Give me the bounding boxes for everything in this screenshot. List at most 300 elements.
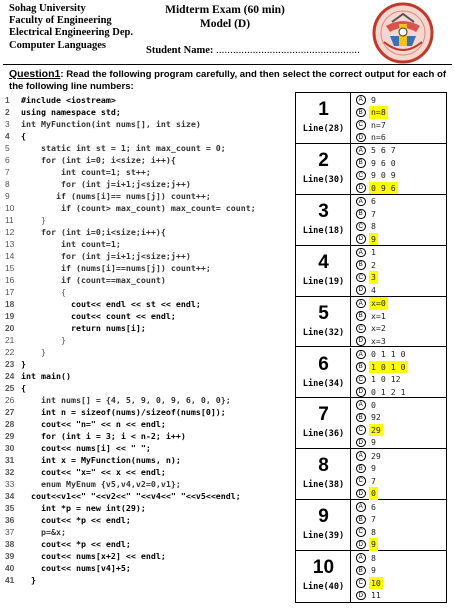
code-line	[3, 550, 166, 562]
option-value-highlighted: n=8	[371, 107, 386, 117]
answer-option[interactable]	[351, 436, 446, 449]
code-line	[3, 262, 211, 274]
line-number: 20	[5, 323, 15, 333]
code-line	[3, 478, 181, 490]
question-id-cell	[296, 551, 351, 602]
line-number: 32	[5, 467, 15, 477]
line-number: 1	[5, 95, 10, 105]
question-line-ref: Line(36)	[302, 429, 345, 440]
option-letter-circle[interactable]: B	[356, 260, 366, 270]
option-value: n=6	[371, 132, 386, 142]
question-line-ref: Line(38)	[302, 480, 345, 491]
line-number: 11	[5, 215, 14, 225]
option-letter-circle[interactable]: C	[356, 324, 366, 334]
question-id-cell	[296, 144, 351, 194]
code-line	[3, 226, 166, 238]
university-name: Sohag University	[9, 3, 86, 14]
code-line	[3, 94, 116, 106]
question-label: Question1	[9, 68, 61, 80]
line-number: 34	[5, 491, 15, 501]
question-row-9	[296, 500, 446, 551]
code-text: return nums[i];	[21, 323, 146, 333]
code-line	[3, 490, 241, 502]
code-line	[3, 190, 211, 202]
line-number: 15	[5, 263, 15, 273]
option-value: 4	[371, 284, 376, 295]
question-line-ref: Line(19)	[302, 276, 345, 287]
line-number: 16	[5, 275, 15, 285]
answer-option[interactable]	[351, 589, 446, 602]
line-number: 19	[5, 311, 15, 321]
answer-option[interactable]	[351, 310, 446, 323]
option-value: 0 1 1 0	[371, 349, 406, 359]
question-instructions	[9, 68, 449, 93]
code-line	[3, 238, 121, 250]
question-line-ref: Line(28)	[302, 124, 345, 134]
option-value: 92	[371, 412, 381, 423]
question-text: : Read the following program carefully, and then select the correct output for each of the following line numbers:	[9, 69, 447, 92]
question-number: 10	[312, 557, 335, 579]
code-text: cout<< *p << endl;	[21, 539, 131, 549]
university-info	[9, 3, 133, 52]
option-value-highlighted: 9	[371, 233, 376, 244]
option-letter-circle[interactable]: B	[356, 515, 366, 525]
code-line	[3, 538, 131, 550]
code-text: }	[21, 215, 46, 225]
code-text: {	[21, 287, 66, 297]
line-number: 24	[5, 371, 15, 381]
answer-option[interactable]	[351, 564, 446, 577]
answer-table	[295, 92, 447, 603]
answer-option[interactable]	[351, 322, 446, 335]
option-value: 11	[371, 590, 381, 601]
question-line-ref: Line(40)	[302, 582, 345, 593]
line-number: 33	[5, 479, 15, 489]
answer-option[interactable]	[351, 487, 446, 500]
option-value: 7	[371, 208, 376, 219]
question-number: 6	[318, 353, 329, 375]
line-number: 27	[5, 407, 15, 417]
answer-option[interactable]	[351, 348, 446, 361]
code-text: cout<<v1<<" "<<v2<<" "<<v4<<" "<<v5<<endl;	[21, 491, 241, 501]
code-line	[3, 286, 66, 298]
option-value-highlighted: x=0	[371, 298, 386, 309]
answer-option[interactable]	[351, 501, 446, 514]
line-number: 38	[5, 539, 15, 549]
line-number: 7	[5, 167, 10, 177]
code-line	[3, 418, 166, 430]
answer-option[interactable]	[351, 119, 446, 132]
option-letter-circle[interactable]: A	[356, 451, 366, 461]
line-number: 14	[5, 251, 15, 261]
question-number: 8	[318, 455, 329, 477]
option-value: 9 6 0	[371, 157, 396, 168]
answer-option[interactable]	[351, 462, 446, 475]
exam-title-block	[140, 3, 310, 31]
option-letter-circle[interactable]: B	[356, 209, 366, 219]
question-number: 7	[318, 404, 329, 426]
line-number: 26	[5, 395, 15, 405]
answer-option[interactable]	[351, 246, 446, 259]
code-line	[3, 346, 46, 358]
option-value: 2	[371, 259, 376, 270]
question-number: 2	[318, 149, 329, 171]
option-value: 0 1 2 1	[371, 386, 406, 397]
code-line	[3, 298, 201, 310]
code-line	[3, 166, 151, 178]
question-row-4	[296, 246, 446, 297]
option-value: 7	[371, 475, 376, 486]
code-line	[3, 526, 66, 538]
question-line-ref: Line(30)	[302, 174, 345, 185]
question-id-cell	[296, 246, 351, 296]
question-id-cell	[296, 93, 351, 143]
question-line-ref: Line(34)	[302, 378, 345, 389]
code-line	[3, 442, 151, 454]
code-text: int x = MyFunction(nums, n);	[21, 455, 181, 465]
answer-option[interactable]	[351, 131, 446, 144]
option-value-highlighted: 3	[371, 272, 376, 283]
question-line-ref: Line(39)	[302, 531, 345, 542]
question-number: 9	[318, 506, 329, 528]
code-line	[3, 106, 121, 118]
code-text: for (int j=i+1;j<size;j++)	[21, 251, 191, 261]
option-letter-circle[interactable]: C	[356, 375, 366, 385]
code-text: p=&x;	[21, 527, 66, 537]
option-value: 8	[371, 526, 376, 537]
code-text: cout<< "n=" << n << endl;	[21, 419, 166, 429]
code-text: for (int i = 3; i < n-2; i++)	[21, 431, 186, 441]
line-number: 10	[5, 203, 15, 213]
question-number: 4	[318, 251, 329, 273]
code-text: using namespace std;	[21, 107, 121, 117]
question-row-2	[296, 144, 446, 195]
line-number: 37	[5, 527, 15, 537]
option-letter-circle[interactable]: D	[356, 234, 366, 244]
option-value-highlighted: 1 0 1 0	[371, 361, 406, 372]
code-line	[3, 466, 166, 478]
option-letter-circle[interactable]: D	[356, 336, 366, 346]
option-value: 9	[371, 94, 376, 105]
option-letter-circle[interactable]: B	[356, 158, 366, 168]
option-value: 9	[371, 437, 376, 448]
question-line-ref: Line(18)	[302, 225, 345, 236]
answer-option[interactable]	[351, 450, 446, 463]
code-text: cout<< *p << endl;	[21, 515, 131, 525]
code-text: int main()	[21, 371, 71, 381]
option-letter-circle[interactable]: D	[356, 285, 366, 295]
line-number: 17	[5, 287, 15, 297]
student-name-field	[146, 45, 360, 56]
question-row-10	[296, 551, 446, 602]
question-id-cell	[296, 449, 351, 499]
code-text: for (int i=0; i<size; i++){	[21, 155, 176, 165]
option-letter-circle[interactable]: C	[356, 273, 366, 283]
question-id-cell	[296, 195, 351, 245]
question-number: 1	[318, 99, 329, 120]
code-text: if (nums[i]== nums[j]) count++;	[21, 191, 211, 201]
code-text: cout<< count << endl;	[21, 311, 176, 321]
option-letter-circle[interactable]: D	[356, 489, 366, 499]
code-line	[3, 382, 26, 394]
answer-option[interactable]	[351, 233, 446, 246]
answer-option[interactable]	[351, 335, 446, 348]
answer-option[interactable]	[351, 157, 446, 170]
option-letter-circle[interactable]: C	[356, 476, 366, 486]
question-number: 3	[318, 200, 329, 222]
option-letter-circle[interactable]: A	[356, 197, 366, 207]
option-letter-circle[interactable]: D	[356, 133, 366, 143]
code-text: {	[21, 383, 26, 393]
line-number: 35	[5, 503, 15, 513]
option-letter-circle[interactable]: C	[356, 425, 366, 435]
answer-option[interactable]	[351, 94, 446, 107]
code-line	[3, 274, 166, 286]
question-id-cell	[296, 398, 351, 448]
code-text: static int st = 1; int max_count = 0;	[21, 143, 226, 153]
option-letter-circle[interactable]: D	[356, 591, 366, 601]
code-text: if (count==max_count)	[21, 275, 166, 285]
option-value: 9	[371, 565, 376, 576]
line-number: 25	[5, 383, 15, 393]
question-line-ref: Line(32)	[302, 327, 345, 338]
option-letter-circle[interactable]: B	[356, 566, 366, 576]
code-text: #include <iostream>	[21, 95, 116, 105]
code-line	[3, 370, 71, 382]
line-number: 4	[5, 131, 10, 141]
answer-option[interactable]	[351, 144, 446, 157]
answer-option[interactable]	[351, 361, 446, 374]
answer-option[interactable]	[351, 208, 446, 221]
option-letter-circle[interactable]: A	[356, 553, 366, 563]
code-text: enum MyEnum {v5,v4,v2=0,v1};	[21, 479, 181, 489]
option-letter-circle[interactable]: B	[356, 464, 366, 474]
line-number: 41	[5, 575, 15, 585]
option-value: 8	[371, 221, 376, 232]
code-text: {	[21, 131, 26, 141]
line-number: 13	[5, 239, 15, 249]
option-letter-circle[interactable]: A	[356, 350, 366, 360]
code-line	[3, 358, 26, 370]
answer-option[interactable]	[351, 552, 446, 565]
code-line	[3, 202, 256, 214]
option-value-highlighted: 10	[371, 577, 381, 588]
option-value: 7	[371, 514, 376, 525]
option-letter-circle[interactable]: C	[356, 527, 366, 537]
code-text: for (int i=0;i<size;i++){	[21, 227, 166, 237]
header-divider	[3, 64, 452, 65]
answer-option[interactable]	[351, 195, 446, 208]
code-line	[3, 562, 131, 574]
question-row-6	[296, 348, 446, 399]
sohag-university-emblem-icon	[372, 2, 434, 64]
answer-option[interactable]	[351, 411, 446, 424]
option-letter-circle[interactable]: B	[356, 311, 366, 321]
line-number: 12	[5, 227, 15, 237]
code-text: for (int j=i+1;j<size;j++)	[21, 179, 191, 189]
option-letter-circle[interactable]: D	[356, 387, 366, 397]
option-letter-circle[interactable]: D	[356, 438, 366, 448]
question-id-cell	[296, 348, 351, 398]
code-line	[3, 118, 201, 130]
exam-model: Model (D)	[199, 18, 251, 30]
code-line	[3, 574, 36, 586]
code-text: cout<< "x=" << x << endl;	[21, 467, 166, 477]
code-line	[3, 406, 226, 418]
answer-option[interactable]	[351, 284, 446, 297]
option-letter-circle[interactable]: A	[356, 502, 366, 512]
option-letter-circle[interactable]: D	[356, 183, 366, 193]
code-text: cout<< nums[i] << " ";	[21, 443, 151, 453]
code-line	[3, 322, 146, 334]
option-value: x=2	[371, 323, 386, 334]
option-value: 1	[371, 247, 376, 258]
option-value: 1 0 12	[371, 374, 401, 384]
code-text: int n = sizeof(nums)/sizeof(nums[0]);	[21, 407, 226, 417]
option-letter-circle[interactable]: C	[356, 120, 366, 130]
option-value: x=3	[371, 335, 386, 346]
answer-option[interactable]	[351, 297, 446, 310]
code-line	[3, 214, 46, 226]
code-text: }	[21, 359, 26, 369]
option-letter-circle[interactable]: C	[356, 578, 366, 588]
answer-option[interactable]	[351, 259, 446, 272]
option-letter-circle[interactable]: C	[356, 171, 366, 181]
question-row-8	[296, 449, 446, 500]
code-line	[3, 142, 226, 154]
option-letter-circle[interactable]: B	[356, 362, 366, 372]
option-value: 29	[371, 450, 381, 461]
code-line	[3, 514, 131, 526]
option-value: 6	[371, 196, 376, 207]
code-text: }	[21, 335, 66, 345]
line-number: 40	[5, 563, 15, 573]
answer-option[interactable]	[351, 577, 446, 590]
option-letter-circle[interactable]: A	[356, 248, 366, 258]
option-value-highlighted: 0	[371, 488, 376, 499]
option-value-highlighted: 29	[371, 424, 381, 435]
code-text: int nums[] = {4, 5, 9, 0, 9, 6, 0, 0};	[21, 395, 231, 405]
line-number: 21	[5, 335, 15, 345]
code-line	[3, 130, 26, 142]
line-number: 36	[5, 515, 15, 525]
question-row-5	[296, 297, 446, 348]
option-value-highlighted: 0 9 6	[371, 182, 396, 193]
option-value: x=1	[371, 310, 386, 321]
student-name-label: Student Name:	[146, 45, 214, 56]
option-value: 0	[371, 399, 376, 410]
answer-option[interactable]	[351, 386, 446, 399]
line-number: 8	[5, 179, 10, 189]
code-line	[3, 502, 146, 514]
option-letter-circle[interactable]: A	[356, 400, 366, 410]
department-name: Electrical Engineering Dep.	[9, 27, 133, 39]
code-line	[3, 334, 66, 346]
code-line	[3, 178, 191, 190]
answer-option[interactable]	[351, 169, 446, 182]
line-number: 31	[5, 455, 15, 465]
option-value: 8	[371, 552, 376, 563]
answer-option[interactable]	[351, 424, 446, 437]
code-line	[3, 394, 231, 406]
line-number: 5	[5, 143, 10, 153]
answer-option[interactable]	[351, 538, 446, 551]
line-number: 18	[5, 299, 15, 309]
answer-option[interactable]	[351, 513, 446, 526]
question-row-3	[296, 195, 446, 246]
answer-option[interactable]	[351, 182, 446, 195]
code-text: int MyFunction(int nums[], int size)	[21, 119, 201, 129]
question-number: 5	[318, 302, 329, 324]
answer-option[interactable]	[351, 475, 446, 488]
code-text: int count=1; st++;	[21, 167, 151, 177]
option-letter-circle[interactable]: A	[356, 299, 366, 309]
code-line	[3, 430, 186, 442]
option-value-highlighted: 9	[371, 539, 376, 550]
code-line	[3, 310, 176, 322]
answer-option[interactable]	[351, 526, 446, 539]
code-text: if (nums[i]==nums[j]) count++;	[21, 263, 211, 273]
code-text: int count=1;	[21, 239, 121, 249]
exam-title: Midterm Exam (60 min)	[165, 4, 285, 16]
question-id-cell	[296, 500, 351, 550]
code-text: if (count> max_count) max_count= count;	[21, 203, 256, 213]
option-value: 9 0 9	[371, 170, 396, 181]
option-letter-circle[interactable]: B	[356, 413, 366, 423]
faculty-name: Faculty of Engineering	[9, 15, 112, 27]
question-row-1	[296, 93, 446, 144]
code-line	[3, 250, 191, 262]
question-id-cell	[296, 297, 351, 347]
option-letter-circle[interactable]: D	[356, 540, 366, 550]
option-letter-circle[interactable]: B	[356, 108, 366, 118]
answer-option[interactable]	[351, 399, 446, 412]
option-value: 9	[371, 463, 376, 474]
option-letter-circle[interactable]: C	[356, 222, 366, 232]
line-number: 9	[5, 191, 10, 201]
code-text: cout<< endl << st << endl;	[21, 299, 201, 309]
option-letter-circle[interactable]: A	[356, 146, 366, 156]
answer-option[interactable]	[351, 220, 446, 233]
option-value: 6	[371, 501, 376, 512]
option-value: 5 6 7	[371, 145, 396, 156]
option-value: n=7	[371, 119, 386, 130]
line-number: 6	[5, 155, 10, 165]
code-text: int *p = new int(29);	[21, 503, 146, 513]
answer-option[interactable]	[351, 373, 446, 386]
option-letter-circle[interactable]: A	[356, 95, 366, 105]
course-name: Computer Languages	[9, 39, 106, 51]
line-number: 22	[5, 347, 15, 357]
line-number: 29	[5, 431, 15, 441]
code-text: cout<< nums[x+2] << endl;	[21, 551, 166, 561]
line-number: 30	[5, 443, 15, 453]
answer-option[interactable]	[351, 271, 446, 284]
code-line	[3, 454, 181, 466]
student-name-blank: ...................................................	[216, 45, 361, 56]
line-number: 28	[5, 419, 15, 429]
code-text: cout<< nums[v4]+5;	[21, 563, 131, 573]
code-text: }	[21, 575, 36, 585]
question-row-7	[296, 398, 446, 449]
code-text: }	[21, 347, 46, 357]
answer-option[interactable]	[351, 106, 446, 119]
code-line	[3, 154, 176, 166]
line-number: 2	[5, 107, 10, 117]
line-number: 23	[5, 359, 15, 369]
line-number: 39	[5, 551, 15, 561]
line-number: 3	[5, 119, 10, 129]
